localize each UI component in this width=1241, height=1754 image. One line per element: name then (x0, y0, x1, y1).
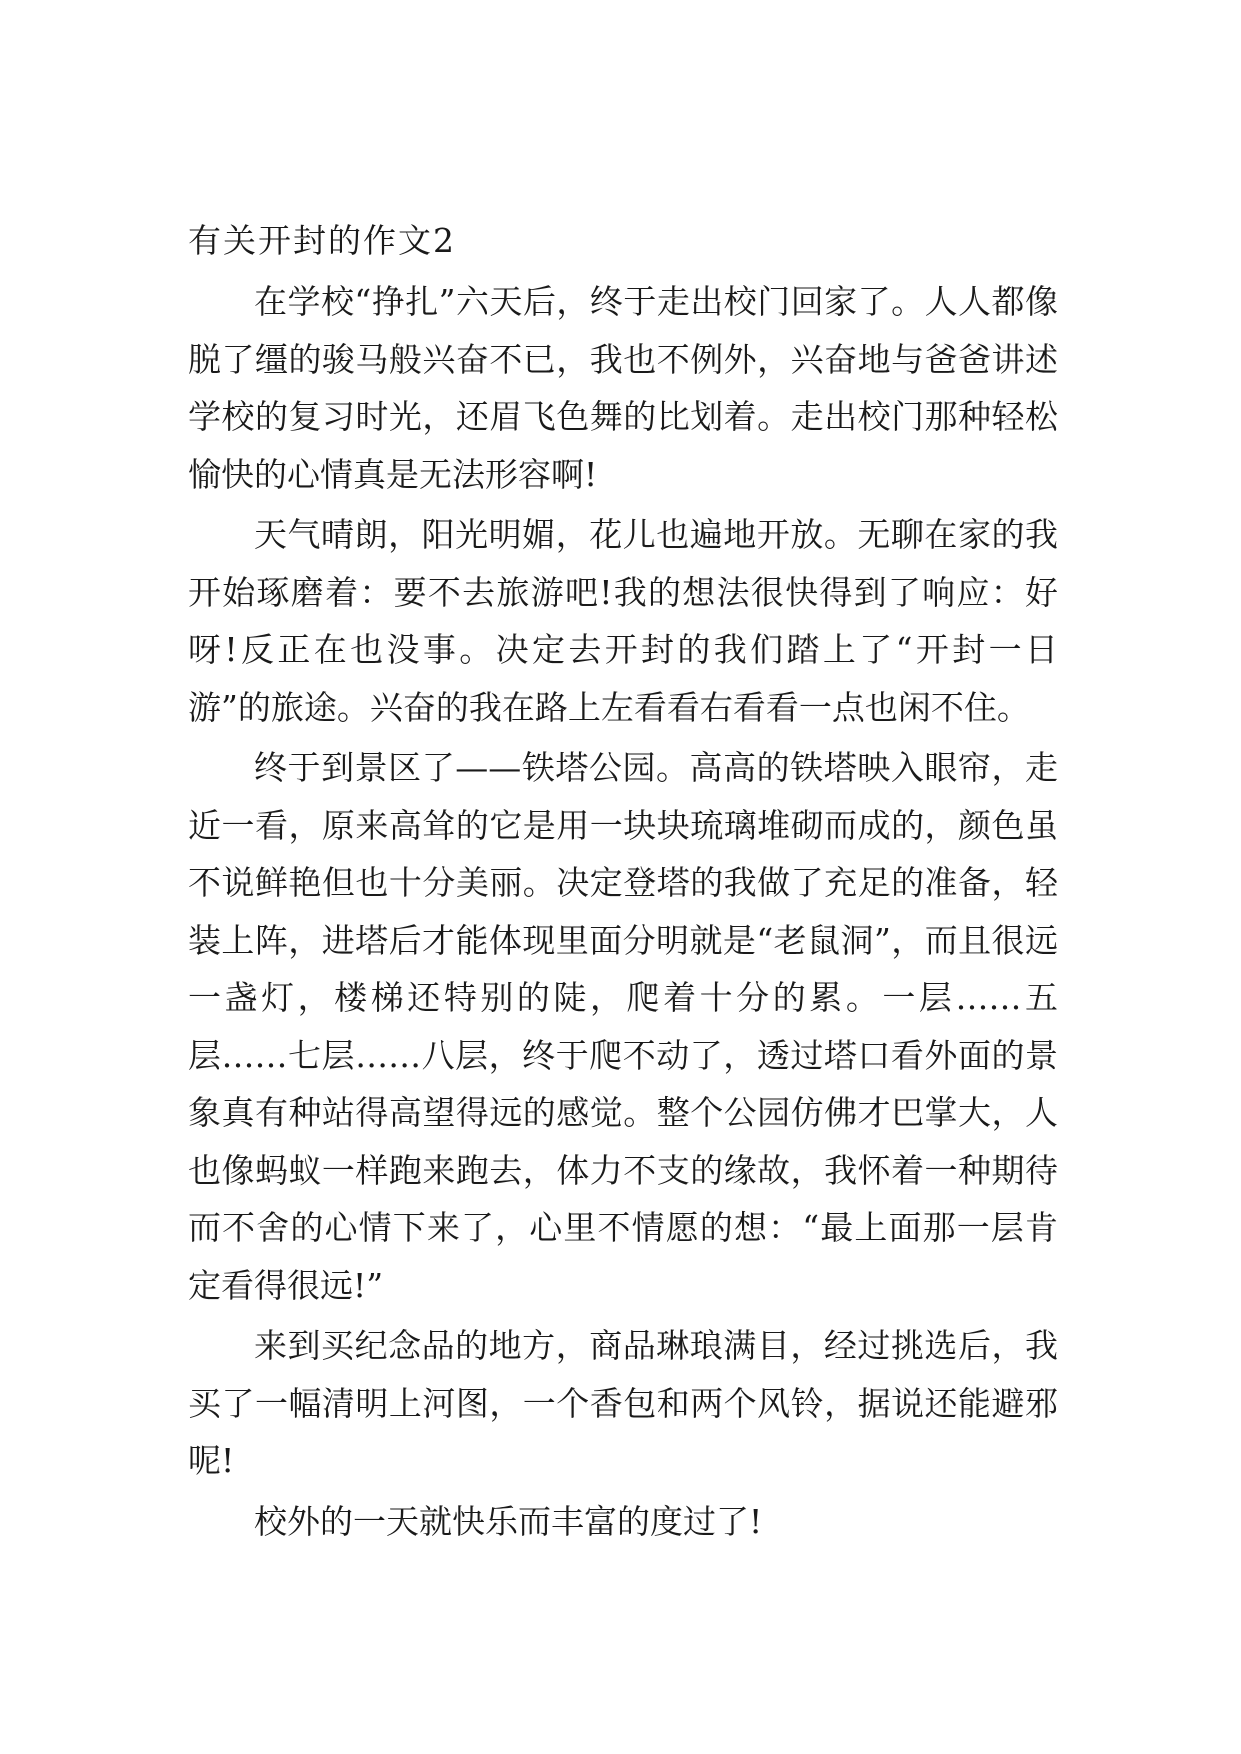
paragraph-4: 来到买纪念品的地方，商品琳琅满目，经过挑选后，我买了一幅清明上河图，一个香包和两个风铃，据说还能避邪呢! (188, 1326, 1058, 1480)
paragraph-2: 天气晴朗，阳光明媚，花儿也遍地开放。无聊在家的我开始琢磨着：要不去旅游吧!我的想法很快得到了响应：好呀!反正在也没事。决定去开封的我们踏上了“开封一日游”的旅途。兴奋的我在路上左看看右看看一点也闲不住。 (188, 515, 1058, 727)
document-page (188, 212, 1058, 1550)
document-title: 有关开封的作文2 (188, 221, 456, 260)
paragraph-1: 在学校“挣扎”六天后，终于走出校门回家了。人人都像脱了缰的骏马般兴奋不已，我也不例外，兴奋地与爸爸讲述学校的复习时光，还眉飞色舞的比划着。走出校门那种轻松愉快的心情真是无法形容啊! (188, 282, 1058, 494)
paragraph-5: 校外的一天就快乐而丰富的度过了! (254, 1501, 763, 1541)
paragraph-3: 终于到景区了——铁塔公园。高高的铁塔映入眼帘，走近一看，原来高耸的它是用一块块琉璃堆砌而成的，颜色虽不说鲜艳但也十分美丽。决定登塔的我做了充足的准备，轻装上阵，进塔后才能体现里面分明就是“老鼠洞”，而且很远一盏灯，楼梯还特别的陡，爬着十分的累。一层……五层……七层……八层，终于爬不动了，透过塔口看外面的景象真有种站得高望得远的感觉。整个公园仿佛才巴掌大，人也像蚂蚁一样跑来跑去，体力不支的缘故，我怀着一种期待而不舍的心情下来了，心里不情愿的想：“最上面那一层肯定看得很远!” (188, 748, 1058, 1305)
